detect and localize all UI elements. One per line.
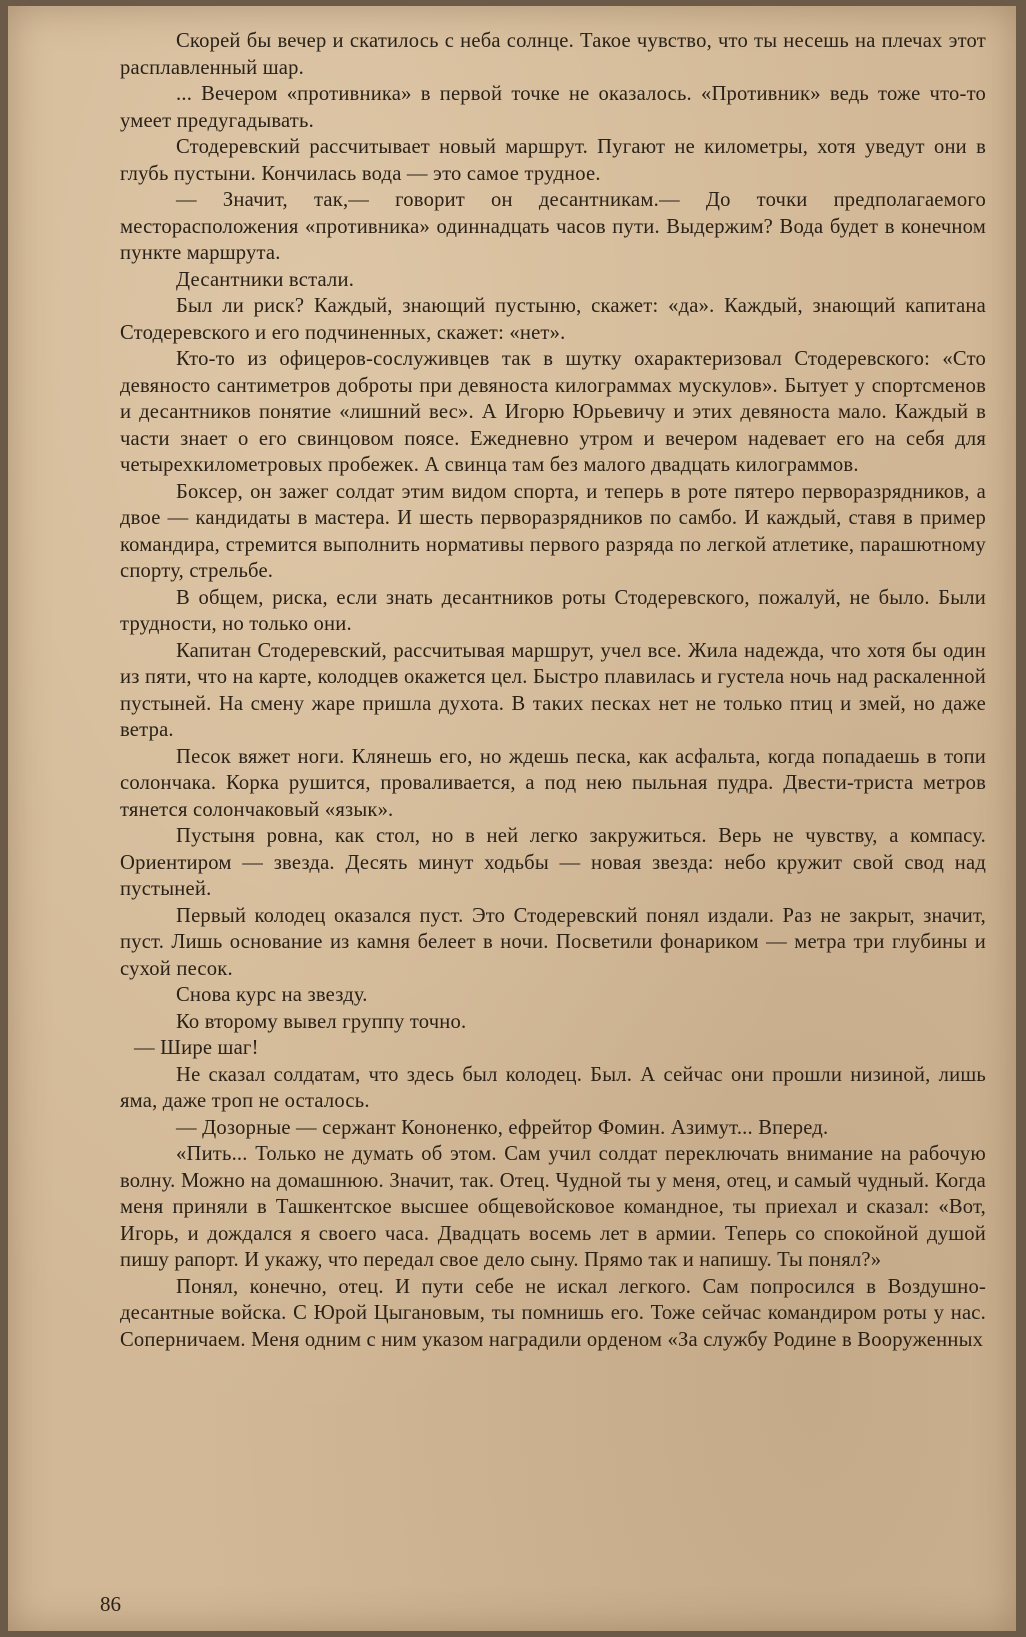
paragraph: Стодеревский рассчитывает новый маршрут. Пугают не километры, хотя уведут они в глубь пустыни. Кончилась вода — это самое трудное. [120,136,986,185]
paragraph: Снова курс на звезду. [176,984,368,1006]
paragraph: Капитан Стодеревский, рассчитывая маршрут, учел все. Жила надежда, что хотя бы один из пяти, что на карте, колодцев окажется цел. Быстро плавилась и густела ночь над раскаленной пустыней. На смену жаре пришла духота. В таких песках нет не только птиц и змей, но даже ветра. [120,639,986,741]
paragraph: Понял, конечно, отец. И пути себе не искал легкого. Сам попросился в Воздушно-десантные войска. С Юрой Цыгановым, ты помнишь его. Тоже сейчас командиром роты у нас. Соперничаем. Меня одним с ним указом наградили орденом «За службу Родине в Вооруженных [120,1275,986,1351]
paragraph: Скорей бы вечер и скатилось с неба солнце. Такое чувство, что ты несешь на плечах этот расплавленный шар. [120,30,986,79]
page-number: 86 [100,1592,121,1616]
paragraph: Кто-то из офицеров-сослуживцев так в шутку охарактеризовал Стодеревского: «Сто девяносто сантиметров доброты при девяноста килограммах мускулов». Бытует у спортсменов и десантников понятие «лишний вес». А Игорю Юрьевичу и этих девяноста мало. Каждый в части знает о его свинцовом поясе. Ежедневно утром и вечером надевает его на себя для четырехкилометровых пробежек. А свинца там без малого двадцать килограммов. [120,348,986,476]
paragraph: — Шире шаг! [134,1037,259,1059]
paragraph: Пустыня ровна, как стол, но в ней легко закружиться. Верь не чувству, а компасу. Ориентиром — звезда. Десять минут ходьбы — новая звезда: небо кружит свой свод над пустыней. [120,825,986,900]
paragraph: Не сказал солдатам, что здесь был колодец. Был. А сейчас они прошли низиной, лишь яма, даже троп не осталось. [120,1063,986,1112]
page-text [120,28,986,1353]
paragraph: Был ли риск? Каждый, знающий пустыню, скажет: «да». Каждый, знающий капитана Стодеревского и его подчиненных, скажет: «нет». [120,295,986,344]
paragraph: Ко второму вывел группу точно. [176,1010,467,1033]
paragraph: Боксер, он зажег солдат этим видом спорта, и теперь в роте пятеро перворазрядников, а двое — кандидаты в мастера. И шесть перворазрядников по самбо. И каждый, ставя в пример командира, стремится выполнить нормативы первого разряда по легкой атлетике, парашютному спорту, стрельбе. [120,480,986,582]
paragraph: Первый колодец оказался пуст. Это Стодеревский понял издали. Раз не закрыт, значит, пуст. Лишь основание из камня белеет в ночи. Посветили фонариком — метра три глубины и сухой песок. [120,904,986,980]
paragraph: — Дозорные — сержант Кононенко, ефрейтор Фомин. Азимут... Вперед. [176,1116,829,1139]
paragraph: — Значит, так,— говорит он десантникам.— До точки предполагаемого месторасположения «противника» одиннадцать часов пути. Выдержим? Вода будет в конечном пункте маршрута. [120,189,986,264]
book-page [8,6,1016,1631]
paragraph: «Пить... Только не думать об этом. Сам учил солдат переключать внимание на рабочую волну. Можно на домашнюю. Значит, так. Отец. Чудной ты у меня, отец, и самый чудный. Когда меня приняли в Ташкентское высшее общевойсковое командное, ты приехал и сказал: «Вот, Игорь, и дождался я своего часа. Двадцать восемь лет в армии. Теперь со спокойной душой пишу рапорт. И укажу, что передал свое дело сыну. Прямо так и напишу. Ты понял?» [120,1143,986,1271]
paragraph: Песок вяжет ноги. Клянешь его, но ждешь песка, как асфальта, когда попадаешь в топи солончака. Корка рушится, проваливается, а под нею пыльная пудра. Двести-триста метров тянется солончаковый «язык». [120,745,986,821]
paragraph: В общем, риска, если знать десантников роты Стодеревского, пожалуй, не было. Были трудности, но только они. [120,586,986,635]
paragraph: ... Вечером «противника» в первой точке не оказалось. «Противник» ведь тоже что-то умеет предугадывать. [120,83,986,132]
paragraph: Десантники встали. [176,268,355,291]
